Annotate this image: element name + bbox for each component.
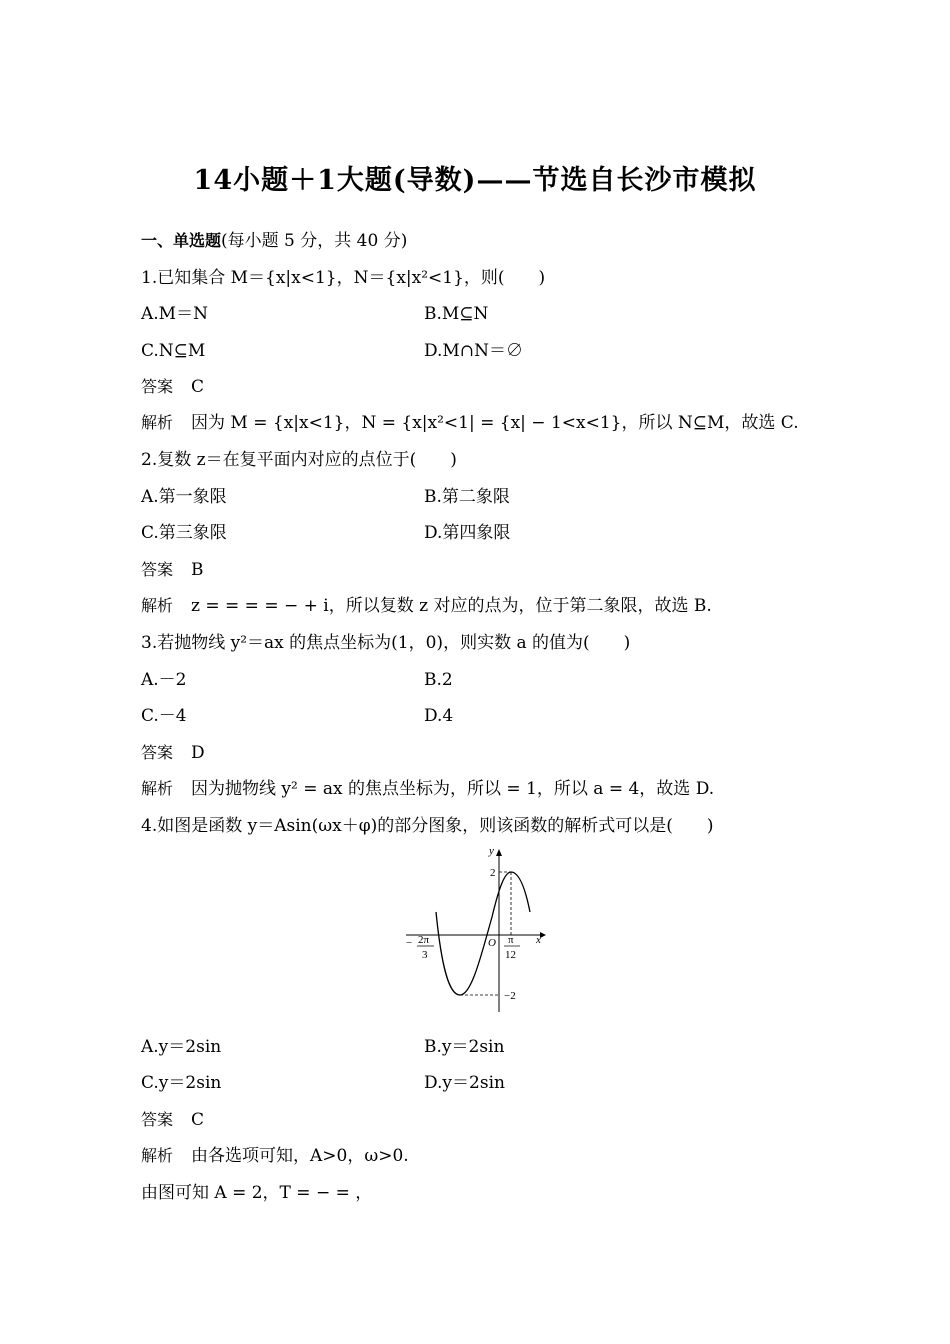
q4-answer-value: C [191, 1110, 205, 1130]
left-tick-sign: − [406, 937, 413, 949]
q2-analysis [141, 595, 712, 617]
answer-label: 答案 [141, 560, 174, 579]
analysis-label: 解析 [141, 779, 174, 798]
x-axis-label: x [536, 934, 541, 946]
q4-analysis-line2: 由图可知 A = 2，T = − = ， [141, 1183, 373, 1203]
left-tick-numerator: 2π [418, 934, 430, 946]
page-title: 14小题＋1大题(导数)——节选自长沙市模拟 [193, 165, 757, 196]
right-tick-numerator: π [508, 934, 514, 946]
q1-option-d: D.M∩N＝∅ [424, 341, 523, 361]
origin-label: O [488, 937, 496, 949]
q4-analysis [141, 1145, 409, 1167]
q3-answer-value: D [191, 743, 205, 763]
q4-option-d: D.y＝2sin [424, 1073, 505, 1093]
q2-option-d: D.第四象限 [424, 523, 511, 543]
q1-stem: 1.已知集合 M＝{x|x<1}，N＝{x|x²<1}，则( ) [141, 268, 546, 288]
analysis-label: 解析 [141, 1146, 174, 1165]
q2-option-a: A.第一象限 [141, 487, 227, 507]
q1-analysis [141, 412, 799, 434]
q1-option-b: B.M⊆N [424, 304, 489, 324]
q3-analysis [141, 778, 714, 800]
q3-analysis-text: 因为抛物线 y² = ax 的焦点坐标为，所以 = 1，所以 a = 4，故选 D. [191, 779, 715, 799]
q2-answer-value: B [191, 560, 204, 580]
answer-label: 答案 [141, 1110, 174, 1129]
q3-option-c: C.－4 [141, 706, 187, 726]
q1-answer [141, 376, 204, 398]
section-title: 一、单选题 [141, 231, 222, 250]
q4-option-c: C.y＝2sin [141, 1073, 222, 1093]
y-min-label: −2 [504, 990, 516, 1002]
x-axis-arrow-icon [540, 932, 546, 938]
q3-stem: 3.若抛物线 y²＝ax 的焦点坐标为(1，0)，则实数 a 的值为( ) [141, 633, 631, 653]
q1-option-a: A.M＝N [141, 304, 208, 324]
q2-option-c: C.第三象限 [141, 523, 227, 543]
q1-answer-value: C [191, 377, 205, 397]
section-note: (每小题 5 分，共 40 分) [221, 231, 408, 251]
sine-curve [436, 872, 530, 995]
q3-option-a: A.－2 [141, 670, 187, 690]
q2-answer [141, 559, 204, 581]
q1-option-c: C.N⊆M [141, 341, 206, 361]
q2-option-b: B.第二象限 [424, 487, 510, 507]
q3-answer [141, 742, 205, 764]
function-graph [402, 842, 552, 1017]
q3-option-b: B.2 [424, 670, 453, 690]
y-max-label: 2 [490, 867, 496, 879]
left-tick-denominator: 3 [422, 949, 428, 961]
q4-option-a: A.y＝2sin [141, 1037, 222, 1057]
q4-analysis-text: 由各选项可知，A>0，ω>0. [191, 1146, 409, 1166]
section-heading [141, 230, 407, 252]
right-tick-denominator: 12 [505, 949, 516, 961]
q4-answer [141, 1109, 204, 1131]
analysis-label: 解析 [141, 596, 174, 615]
q2-stem: 2.复数 z＝在复平面内对应的点位于( ) [141, 450, 457, 470]
analysis-label: 解析 [141, 413, 174, 432]
q4-stem: 4.如图是函数 y＝Asin(ωx＋φ)的部分图象，则该函数的解析式可以是( ) [141, 816, 714, 836]
q3-option-d: D.4 [424, 706, 454, 726]
answer-label: 答案 [141, 743, 174, 762]
q1-analysis-text: 因为 M = {x|x<1}，N = {x|x²<1| = {x| − 1<x<1}，所以 N⊆M，故选 C. [191, 413, 799, 433]
answer-label: 答案 [141, 377, 174, 396]
q4-option-b: B.y＝2sin [424, 1037, 505, 1057]
q2-analysis-text: z = = = = − + i，所以复数 z 对应的点为，位于第二象限，故选 B. [191, 596, 712, 616]
y-axis-label: y [489, 845, 494, 857]
y-axis-arrow-icon [496, 849, 502, 856]
